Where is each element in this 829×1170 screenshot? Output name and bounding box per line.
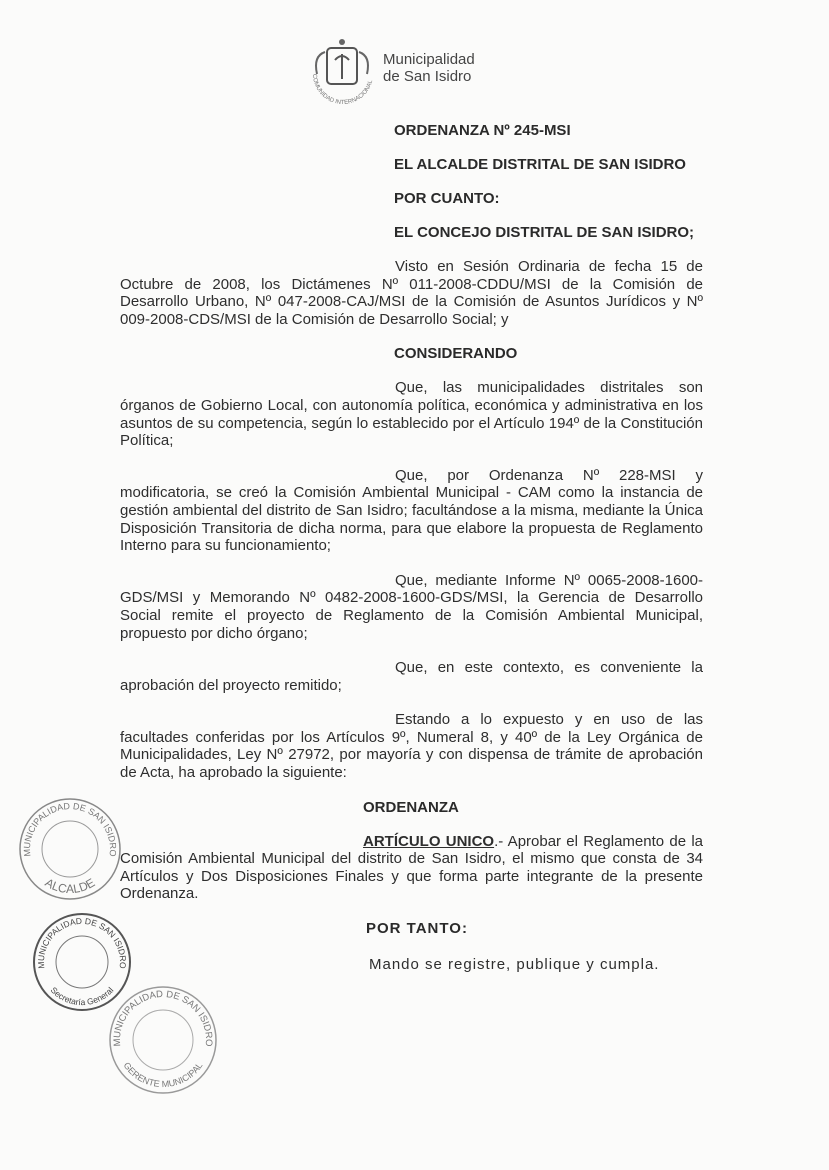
- svg-text:MUNICIPALIDAD DE SAN ISIDRO: MUNICIPALIDAD DE SAN ISIDRO: [35, 915, 129, 970]
- svg-text:COMUNIDAD INTERNACIONAL: COMUNIDAD INTERNACIONAL: [310, 73, 375, 107]
- considerando-paragraph: Estando a lo expuesto y en uso de las facultades conferidas por los Artículos 9º, Numeral 8, y 40º de la Ley Orgánica de Municipalidades, Ley Nº 27972, por mayoría y con dispensa de trámite de aprobación de Acta, ha aprobado la siguiente:: [120, 711, 703, 782]
- article-paragraph: [120, 833, 703, 903]
- por-cuanto-heading: POR CUANTO:: [394, 190, 500, 207]
- considerando-paragraph: Que, por Ordenanza Nº 228-MSI y modificatoria, se creó la Comisión Ambiental Municipal - CAM como la instancia de gestión ambiental del distrito de San Isidro; facultándose a la misma, mediante la Única Disposición Transitoria de dicha norma, para que elabore la propuesta de Reglamento Interno para su funcionamiento;: [120, 466, 703, 555]
- document-body: [0, 122, 829, 973]
- gerente-municipal-seal: [108, 985, 218, 1095]
- municipal-crest-logo: [305, 34, 380, 109]
- considerando-heading: CONSIDERANDO: [394, 345, 518, 363]
- svg-text:ALCALDE: ALCALDE: [42, 875, 98, 897]
- article-title: ARTÍCULO UNICO: [363, 832, 495, 850]
- svg-text:MUNICIPALIDAD DE SAN ISIDRO: MUNICIPALIDAD DE SAN ISIDRO: [111, 988, 215, 1047]
- council-heading: EL CONCEJO DISTRITAL DE SAN ISIDRO;: [394, 224, 695, 241]
- closing-text: Mando se registre, publique y cumpla.: [369, 956, 660, 974]
- visto-paragraph: Visto en Sesión Ordinaria de fecha 15 de Octubre de 2008, los Dictámenes Nº 011-2008-CDDU/MSI de la Comisión de Desarrollo Urbano, Nº 047-2008-CAJ/MSI de la Comisión de Asuntos Jurídicos y Nº 009-2008-CDS/MSI de la Comisión de Desarrollo Social; y: [120, 258, 703, 328]
- por-tanto-heading: POR TANTO:: [366, 920, 468, 938]
- article-text: .- Aprobar el Reglamento de la Comisión Ambiental Municipal del distrito de San Isidro, el mismo que consta de 34 Artículos y Dos Disposiciones Finales y que forma parte integrante de la presente Ordenanza.: [120, 832, 704, 903]
- ordinance-number: ORDENANZA Nº 245-MSI: [394, 122, 571, 139]
- considerando-paragraph: Que, las municipalidades distritales son órganos de Gobierno Local, con autonomía política, económica y administrativa en los asuntos de su competencia, según lo establecido por el Artículo 194º de la Constitución Política;: [120, 379, 703, 450]
- considerando-paragraph: Que, en este contexto, es conveniente la aprobación del proyecto remitido;: [120, 659, 703, 694]
- alcalde-seal: [18, 797, 122, 901]
- ordenanza-heading: ORDENANZA: [363, 798, 459, 816]
- svg-text:Secretaría General: Secretaría General: [48, 984, 116, 1008]
- issuer-heading: EL ALCALDE DISTRITAL DE SAN ISIDRO: [394, 156, 686, 173]
- svg-text:GERENTE MUNICIPAL: GERENTE MUNICIPAL: [121, 1060, 205, 1090]
- letterhead-name-line2: de San Isidro: [383, 68, 472, 85]
- considerando-paragraph: Que, mediante Informe Nº 0065-2008-1600-GDS/MSI y Memorando Nº 0482-2008-1600-GDS/MSI, la Gerencia de Desarrollo Social remite el proyecto de Reglamento de la Comisión Ambiental Municipal, propuesto por dicho órgano;: [120, 571, 703, 642]
- svg-text:MUNICIPALIDAD DE SAN ISIDRO: MUNICIPALIDAD DE SAN ISIDRO: [21, 800, 119, 857]
- letterhead-name-line1: Municipalidad: [383, 51, 475, 68]
